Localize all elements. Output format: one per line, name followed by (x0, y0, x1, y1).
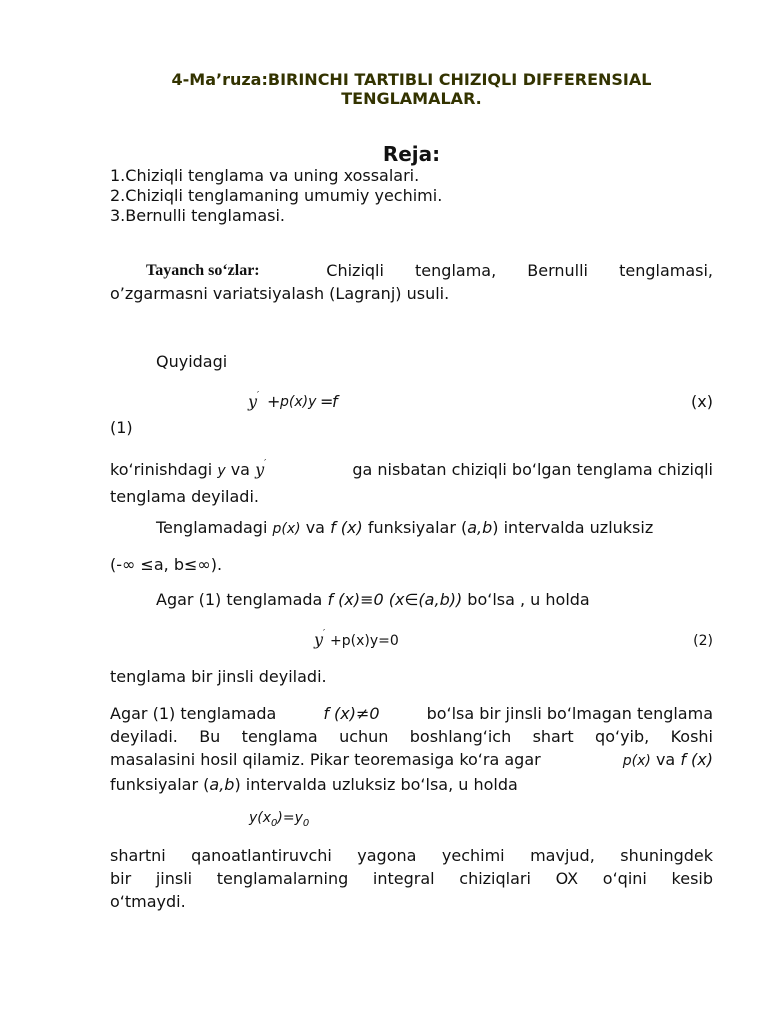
keywords-line-1 (110, 259, 713, 282)
paragraph-1-line-1 (110, 458, 713, 485)
plan-item: 3.Bernulli tenglamasi. (110, 206, 286, 225)
initial-condition: $y(x_0)=y_0$ (249, 810, 310, 829)
eq1-prime: ′ (257, 391, 260, 401)
p6-line-2: bir jinsli tenglamalarning integral chiziqlari OX o‘qini kesib (110, 869, 713, 888)
eq1-plus: + (267, 392, 281, 411)
p3-text-a: Agar (1) tenglamada (156, 590, 323, 609)
p5-line-2: deyiladi. Bu tenglama uchun boshlang‘ich shart qo‘yib, Koshi (110, 727, 713, 746)
p1-text-b: ga nisbatan chiziqli bo‘lgan tenglama chiziqli (352, 460, 713, 479)
title-line-2: TENGLAMALAR. (341, 89, 482, 108)
p2-text-c: funksiyalar ( (367, 518, 468, 537)
p5-l3-fx: f (x) (680, 750, 713, 769)
lecture-title (110, 70, 713, 108)
p5-l3-px: p(x) (622, 753, 651, 769)
p2-interval: (-∞ ≤a, b≤∞). (110, 555, 223, 574)
paragraph-4: tenglama bir jinsli deyiladi. (110, 667, 327, 686)
title-line-1: 4-Ma’ruza:BIRINCHI TARTIBLI CHIZIQLI DIFFERENSIAL (171, 70, 652, 89)
p2-text-a: Tenglamadagi (156, 518, 268, 537)
p2-px: p(x) (272, 521, 301, 537)
p5-l1-b: bo‘lsa bir jinsli bo‘lmagan tenglama (426, 704, 713, 723)
p1-va: va (230, 460, 250, 479)
p2-ab: a,b (467, 518, 493, 537)
p5-line-4 (110, 773, 713, 796)
p2-text-d: ) intervalda uzluksiz (492, 518, 654, 537)
p1-text-a: ko‘rinishdagi (110, 460, 213, 479)
eq1-eq: = (320, 392, 334, 411)
paragraph-3 (156, 590, 590, 609)
eq2-prime: ′ (323, 629, 326, 639)
p6-line-3: o‘tmaydi. (110, 892, 186, 911)
paragraph-6 (110, 844, 713, 913)
equation-2 (110, 630, 713, 654)
p3-text-b: bo‘lsa , u holda (467, 590, 590, 609)
p5-l1-cond: f (x)≠0 (323, 704, 380, 723)
p1-text-c: tenglama deyiladi. (110, 487, 259, 506)
plan-item: 1.Chiziqli tenglama va uning xossalari. (110, 166, 420, 185)
keywords-label: Tayanch so‘zlar: (146, 262, 260, 279)
p5-l3-a: masalasini hosil qilamiz. Pikar teoremasiga ko‘ra agar (110, 750, 541, 769)
keywords-paragraph (110, 259, 713, 305)
p1-yprime: y′ (255, 459, 267, 479)
eq2-rest: +p(x)y=0 (330, 633, 399, 649)
paragraph-2-line-1 (156, 518, 653, 537)
equation-1 (110, 392, 713, 416)
p1-y: y (217, 463, 226, 479)
p5-line-3 (110, 748, 713, 773)
p5-l1-a: Agar (1) tenglamada (110, 704, 277, 723)
eq2-number: (2) (693, 633, 713, 649)
keywords-text-a: Chiziqli tenglama, Bernulli tenglamasi, (326, 261, 713, 280)
paragraph-1 (110, 458, 713, 508)
p5-line-1 (110, 702, 713, 725)
p6-line-1: shartni qanoatlantiruvchi yagona yechimi mavjud, shuningdek (110, 846, 713, 865)
p5-l3-va: va (655, 750, 676, 769)
eq1-f: f (332, 392, 338, 411)
p5-l4-ab: a,b (209, 775, 235, 794)
eq2-y: y (314, 630, 324, 649)
paragraph-5 (110, 702, 713, 796)
equation-1-number: (1) (110, 418, 133, 437)
eq1-mid: p(x)y (280, 394, 317, 410)
document-page (110, 0, 713, 1024)
p5-l4-a: funksiyalar ( (110, 775, 210, 794)
p2-text-b: va (305, 518, 325, 537)
plan-item: 2.Chiziqli tenglamaning umumiy yechimi. (110, 186, 443, 205)
p2-fx: f (x) (330, 518, 363, 537)
quyidagi-text: Quyidagi (156, 352, 228, 371)
p3-cond: f (x)≡0 (x∈(a,b)) (327, 590, 463, 609)
eq1-y: y (248, 392, 258, 411)
p5-l4-b: ) intervalda uzluksiz bo‘lsa, u holda (234, 775, 518, 794)
plan-list (110, 166, 713, 226)
keywords-text-b: o’zgarmasni variatsiyalash (Lagranj) usuli. (110, 284, 450, 303)
plan-heading: Reja: (382, 142, 441, 166)
eq1-x: (x) (691, 392, 713, 411)
